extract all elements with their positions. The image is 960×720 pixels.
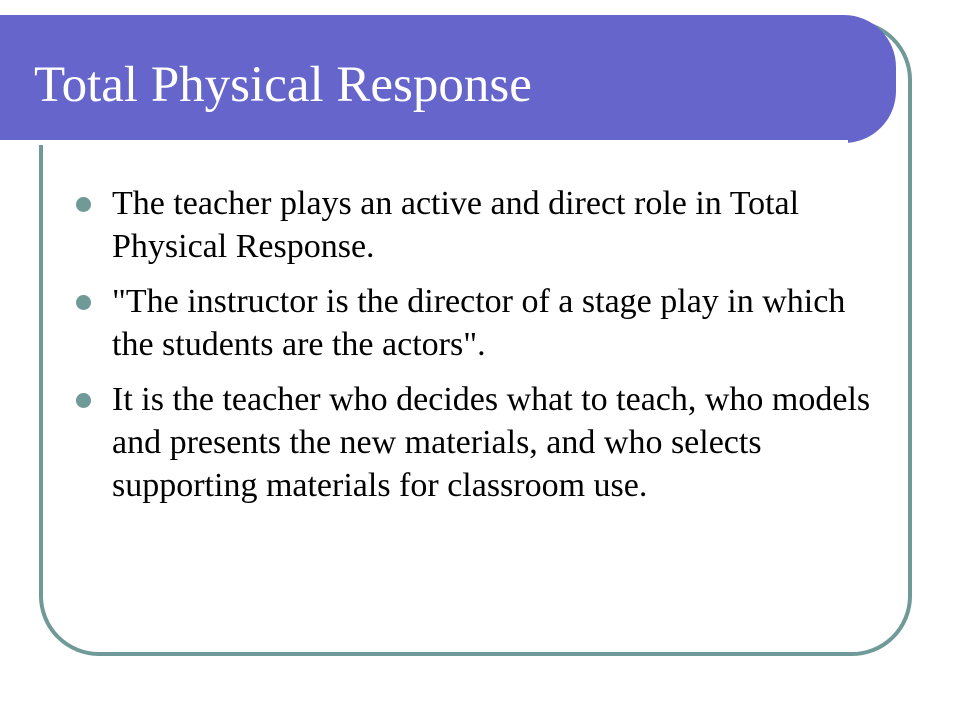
bullet-dot-icon <box>76 197 91 212</box>
bullet-dot-icon <box>76 295 91 310</box>
bullet-dot-icon <box>76 393 91 408</box>
bullet-text: "The instructor is the director of a stage play in which the students are the actors". <box>112 283 846 363</box>
bullet-item <box>76 280 876 366</box>
bullet-text: It is the teacher who decides what to teach, who models and presents the new materials, and who selects supporting materials for classroom use. <box>112 381 871 504</box>
bullet-item <box>76 182 876 268</box>
slide-title: Total Physical Response <box>34 57 532 113</box>
title-band <box>0 15 896 143</box>
bullet-text: The teacher plays an active and direct role in Total Physical Response. <box>112 185 800 265</box>
bullet-item <box>76 378 876 507</box>
title-underline <box>0 140 848 145</box>
bullet-list <box>76 182 876 519</box>
